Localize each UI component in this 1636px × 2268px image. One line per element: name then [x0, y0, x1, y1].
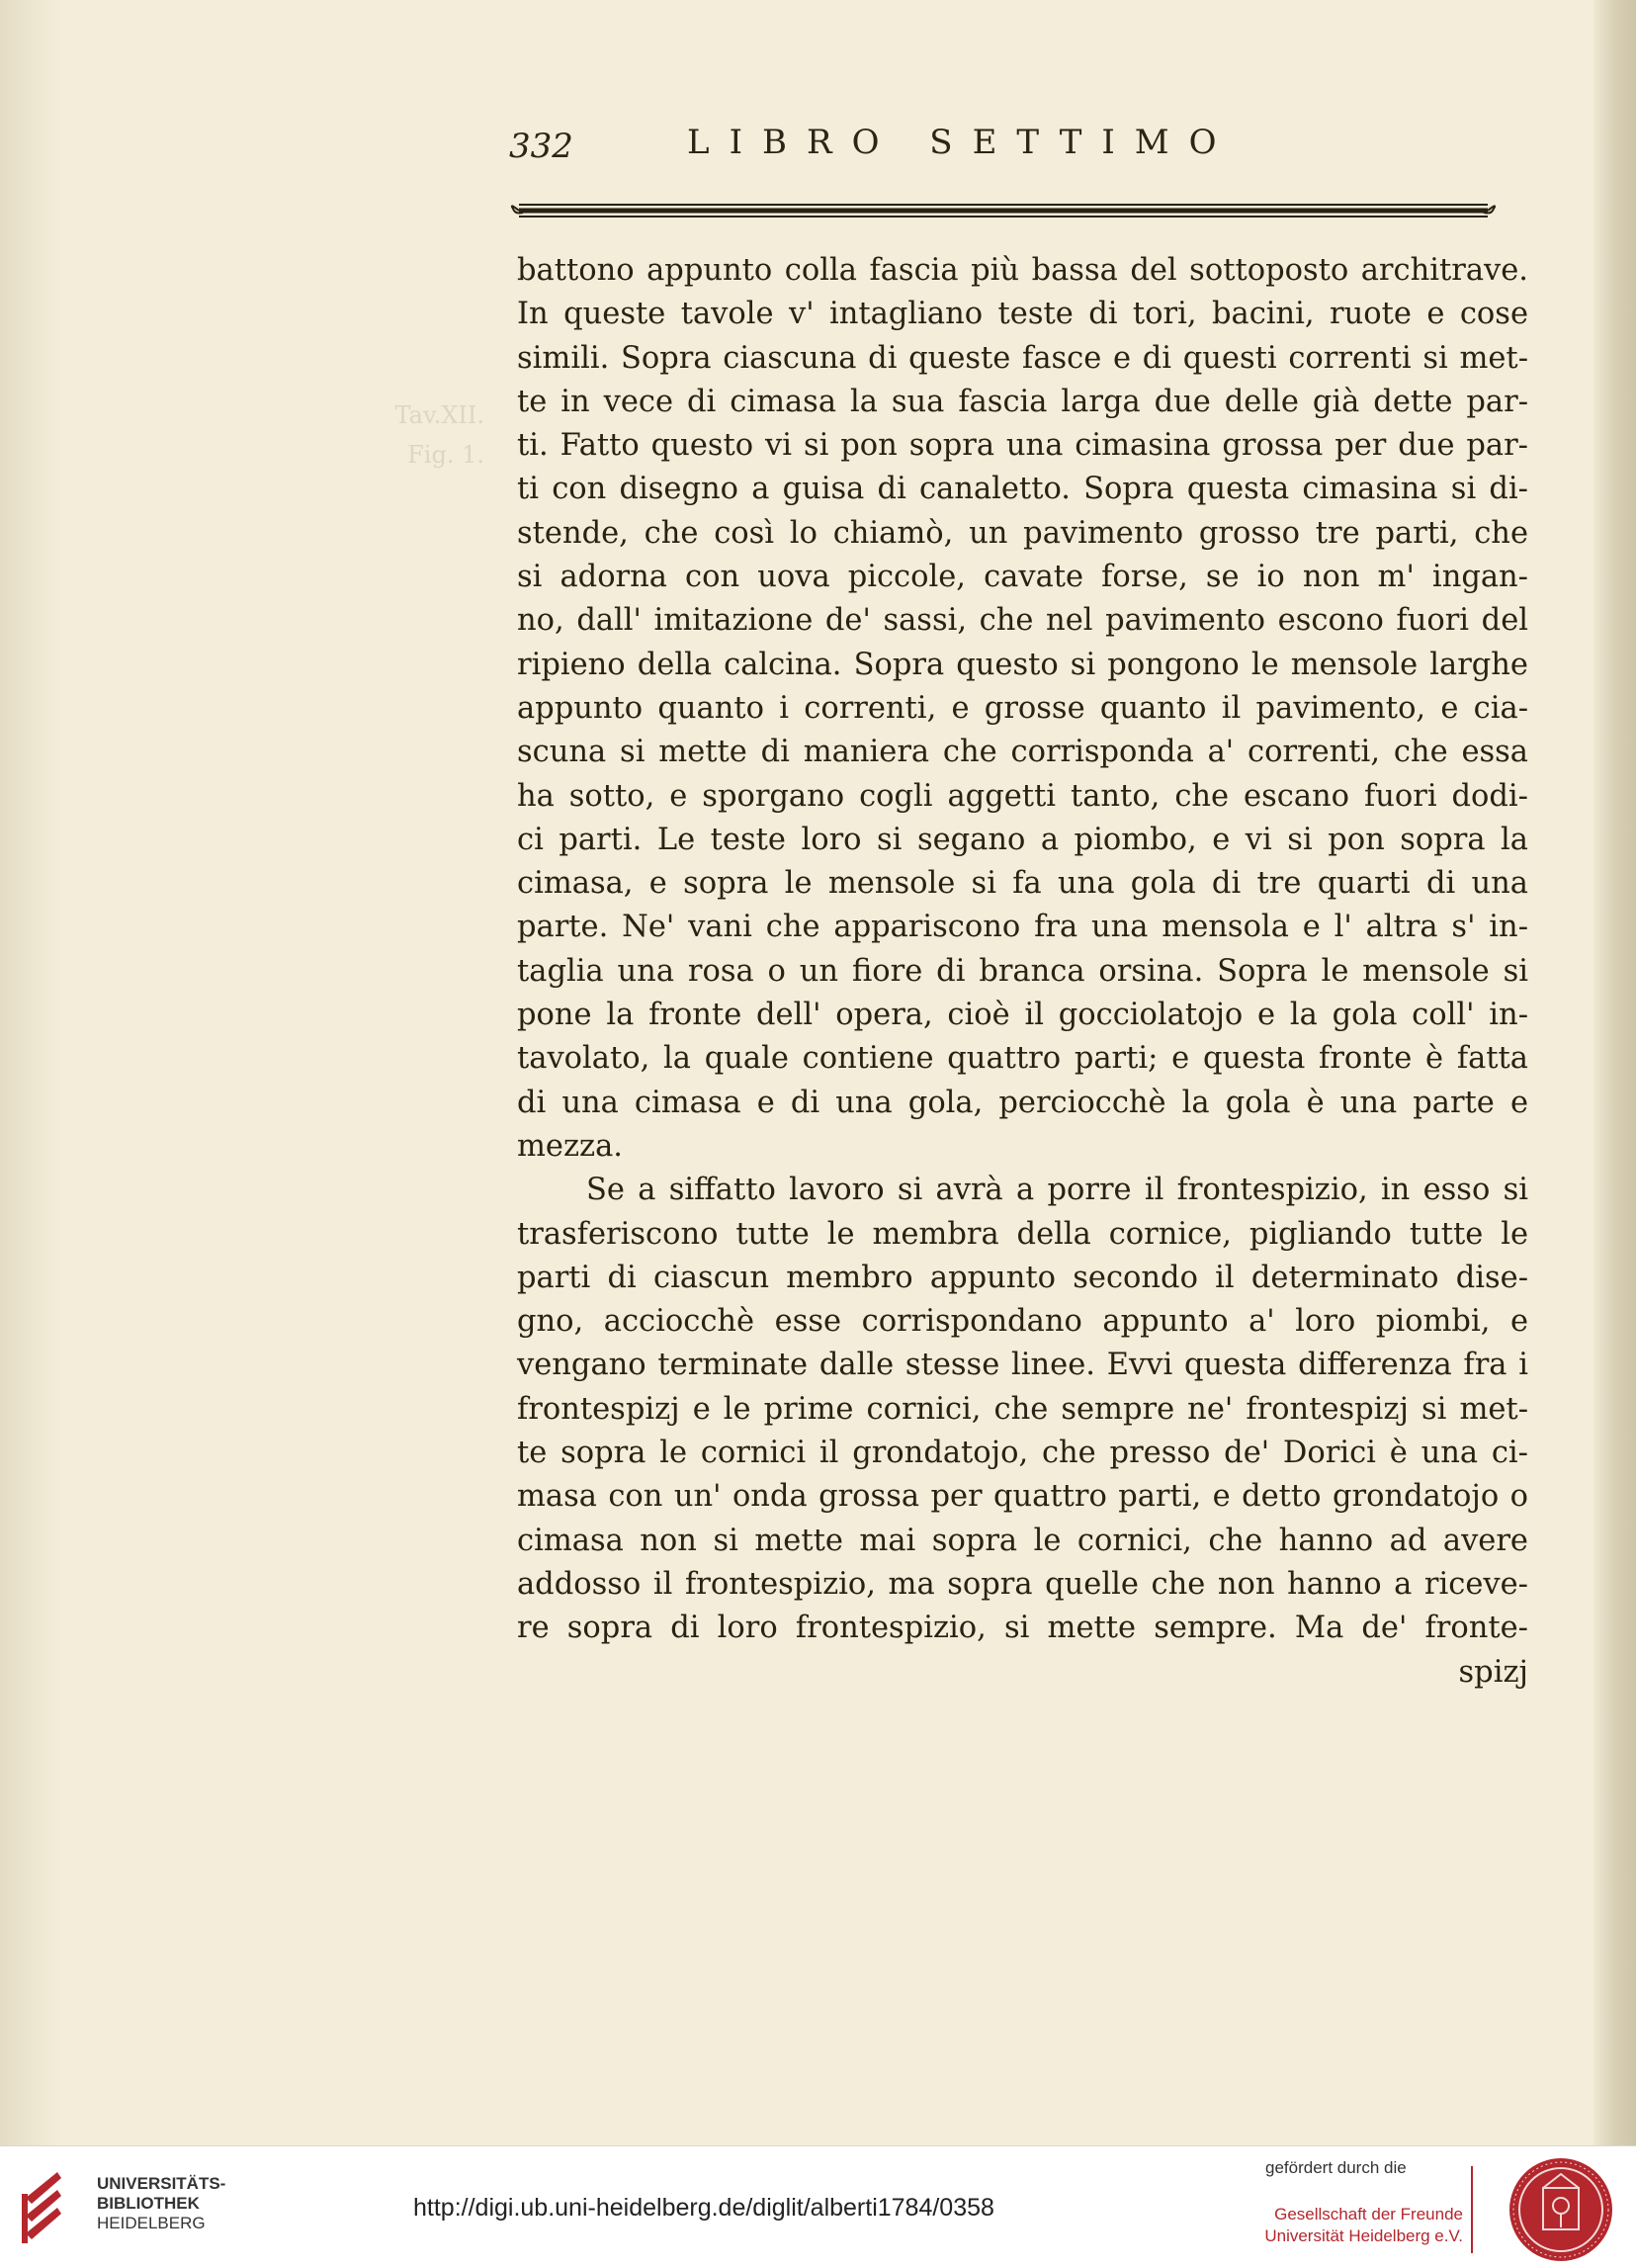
university-seal-icon	[1507, 2156, 1614, 2263]
funder-divider	[1471, 2166, 1473, 2253]
text-line: ti con disegno a guisa di canaletto. Sopra questa cimasina si di-	[517, 472, 1528, 507]
text-line: pone la fronte dell' opera, cioè il gocciolatojo e la gola coll' in-	[517, 998, 1528, 1033]
text-line: ci parti. Le teste loro si segano a piombo, e vi si pon sopra la	[517, 822, 1528, 857]
header-rule	[509, 194, 1498, 227]
text-line: vengano terminate dalle stesse linee. Evvi questa differenza fra i	[517, 1348, 1528, 1383]
margin-note-figure: Fig. 1.	[407, 441, 484, 469]
text-line: masa con un' onda grossa per quattro parti, e detto grondatojo o	[517, 1479, 1528, 1515]
text-line: ha sotto, e sporgano cogli aggetti tanto, che escano fuori dodi-	[517, 778, 1528, 814]
text-line: di una cimasa e di una gola, perciocchè la gola è una parte e	[517, 1085, 1528, 1120]
margin-bleedthrough	[351, 395, 484, 524]
text-line: simili. Sopra ciascuna di queste fasce e di questi correnti si met-	[517, 340, 1528, 376]
text-line: ripieno della calcina. Sopra questo si pongono le mensole larghe	[517, 647, 1528, 682]
text-line: Se a siffatto lavoro si avrà a porre il frontespizio, in esso si	[586, 1173, 1528, 1208]
body-text	[517, 249, 1528, 1695]
text-line: si adorna con uova piccole, cavate forse, se io non m' ingan-	[517, 560, 1528, 595]
page-gutter-shadow	[0, 0, 59, 2145]
running-head: LIBRO SETTIMO	[687, 123, 1237, 162]
page-number: 332	[509, 127, 573, 166]
text-line: no, dall' imitazione de' sassi, che nel pavimento escono fuori del	[517, 603, 1528, 639]
text-line: re sopra di loro frontespizio, si mette sempre. Ma de' fronte-	[517, 1611, 1528, 1646]
margin-note-plate: Tav.XII.	[394, 401, 484, 429]
text-line: parti di ciascun membro appunto secondo il determinato dise-	[517, 1260, 1528, 1295]
catchword: spizj	[1458, 1654, 1528, 1690]
library-name-line-2: BIBLIOTHEK	[97, 2194, 200, 2213]
footer-bar	[0, 2145, 1636, 2268]
text-line: appunto quanto i correnti, e grosse quanto il pavimento, e cia-	[517, 690, 1528, 726]
funder-name-line-1: Gesellschaft der Freunde	[1274, 2205, 1463, 2224]
library-name[interactable]	[97, 2174, 225, 2233]
funded-by-label: gefördert durch die	[1265, 2158, 1407, 2177]
text-line: trasferiscono tutte le membra della cornice, pigliando tutte le	[517, 1216, 1528, 1252]
text-line: cimasa, e sopra le mensole si fa una gola di tre quarti di una	[517, 866, 1528, 902]
text-line: In queste tavole v' intagliano teste di tori, bacini, ruote e cose	[517, 297, 1528, 332]
page-edge	[1593, 0, 1636, 2145]
library-name-line-1: UNIVERSITÄTS-	[97, 2174, 226, 2193]
text-line: ti. Fatto questo vi si pon sopra una cimasina grossa per due par-	[517, 428, 1528, 464]
text-line: frontespizj e le prime cornici, che sempre ne' frontespizj si met-	[517, 1391, 1528, 1427]
permalink-url[interactable]: http://digi.ub.uni-heidelberg.de/diglit/alberti1784/0358	[413, 2194, 994, 2222]
text-line: stende, che così lo chiamò, un pavimento grosso tre parti, che	[517, 515, 1528, 551]
text-line: battono appunto colla fascia più bassa del sottoposto architrave.	[517, 253, 1528, 288]
library-name-line-3: HEIDELBERG	[97, 2214, 206, 2232]
text-line: te in vece di cimasa la sua fascia larga due delle già dette par-	[517, 384, 1528, 419]
text-line: taglia una rosa o un fiore di branca orsina. Sopra le mensole si	[517, 953, 1528, 989]
text-line: tavolato, la quale contiene quattro parti; e questa fronte è fatta	[517, 1041, 1528, 1077]
text-line: parte. Ne' vani che appariscono fra una mensola e l' altra s' in-	[517, 910, 1528, 945]
text-line: cimasa non si mette mai sopra le cornici, che hanno ad avere	[517, 1523, 1528, 1558]
text-line: addosso il frontespizio, ma sopra quelle che non hanno a riceve-	[517, 1566, 1528, 1602]
page-header	[509, 117, 1517, 166]
text-line: te sopra le cornici il grondatojo, che presso de' Dorici è una ci-	[517, 1436, 1528, 1471]
funder-name-line-2: Universität Heidelberg e.V.	[1264, 2226, 1463, 2245]
university-library-logo-icon[interactable]	[18, 2168, 87, 2247]
text-line: gno, acciocchè esse corrispondano appunto a' loro piombi, e	[517, 1304, 1528, 1340]
text-line: mezza.	[517, 1128, 623, 1164]
funder-name[interactable]	[1255, 2204, 1463, 2247]
text-line: scuna si mette di maniera che corrisponda a' correnti, che essa	[517, 735, 1528, 770]
